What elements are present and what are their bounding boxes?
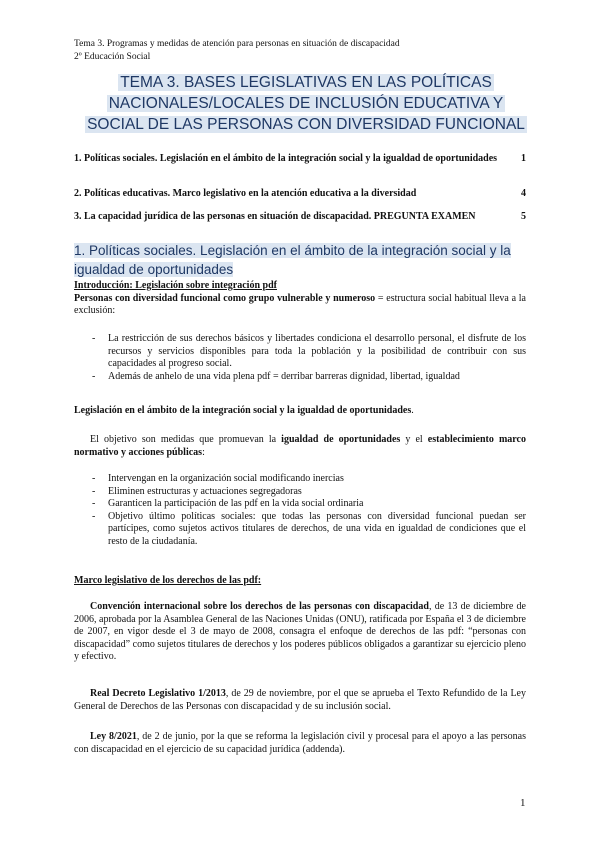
list-item: - Intervengan en la organización social modificando inercias [74,473,526,486]
bullet-list-1 [74,333,526,383]
toc-entry-1-page: 1 [521,153,526,164]
legislation-heading: Legislación en el ámbito de la integración social y la igualdad de oportunidades. [74,405,414,416]
list-item: - Además de anhelo de una vida plena pdf = derribar barreras dignidad, libertad, igualdad [74,371,526,384]
running-header-year: 2º Educación Social [74,52,151,62]
legal-framework-heading: Marco legislativo de los derechos de las pdf: [74,575,262,586]
section-1-heading: 1. Políticas sociales. Legislación en el ámbito de la integración social y la igualdad de oportunidades [74,243,511,277]
document-title [78,72,534,135]
list-item: - La restricción de sus derechos básicos y libertades condiciona el desarrollo personal, el disfrute de los recursos y servicios disponibles para toda la población y la posibilidad de contribuir con sus capacidades al progreso social. [74,333,526,371]
bullet-list-2 [74,473,526,549]
toc-entry-2-text: 2. Políticas educativas. Marco legislativo en la atención educativa a la diversidad [74,188,417,199]
intro-bold: Personas con diversidad funcional como grupo vulnerable y numeroso [74,292,376,304]
list-item: - Garanticen la participación de las pdf en la vida social ordinaria [74,498,526,511]
royal-decree-paragraph: Real Decreto Legislativo 1/2013, de 29 de noviembre, por el que se aprueba el Texto Refundido de la Ley General de Derechos de las Personas con discapacidad y de su inclusión social. [74,688,526,712]
toc-entry-3-text: 3. La capacidad jurídica de las personas en situación de discapacidad. PREGUNTA EXAMEN [74,211,476,222]
toc-entry-1[interactable] [74,153,526,165]
list-item: - Objetivo último políticas sociales: que todas las personas con diversidad funcional puedan ser partícipes, como sujetos activos titulares de derechos, de una vida en igualdad de condiciones que el resto de la ciudadanía. [74,511,526,549]
title-line-3: SOCIAL DE LAS PERSONAS CON DIVERSIDAD FUNCIONAL [87,116,525,133]
page-number: 1 [520,797,526,809]
title-line-2: NACIONALES/LOCALES DE INCLUSIÓN EDUCATIVA Y [108,95,504,112]
intro-block [74,280,526,318]
law-paragraph: Ley 8/2021, de 2 de junio, por la que se reforma la legislación civil y procesal para el apoyo a las personas con discapacidad en el ejercicio de su capacidad jurídica (addenda). [74,731,526,755]
toc-entry-1-text: 1. Políticas sociales. Legislación en el ámbito de la integración social y la igualdad de oportunidades [74,153,498,164]
list-item: - Eliminen estructuras y actuaciones segregadoras [74,486,526,499]
title-line-1: TEMA 3. BASES LEGISLATIVAS EN LAS POLÍTICAS [120,74,492,91]
objective-paragraph: El objetivo son medidas que promuevan la igualdad de oportunidades y el establecimiento marco normativo y acciones públicas: [74,434,526,458]
running-header-course: Tema 3. Programas y medidas de atención para personas en situación de discapacidad [74,39,400,49]
toc-entry-3-page: 5 [521,211,526,222]
intro-label: Introducción: Legislación sobre integración pdf [74,280,277,291]
intro-rest: = estructura social habitual lleva a la exclusión: [74,292,526,317]
convention-paragraph: Convención internacional sobre los derechos de las personas con discapacidad, de 13 de diciembre de 2006, aprobada por la Asamblea General de las Naciones Unidas (ONU), ratificada por España el 3 de diciembre de 2007, en vigor desde el 3 de mayo de 2008, consagra el enfoque de derechos de las pdf: “personas con discapacidad” como sujetos titulares de derechos y los poderes públicos obligados a garantizar su ejercicio pleno y efectivo. [74,601,526,663]
toc-entry-2[interactable] [74,188,526,200]
toc-entry-3[interactable] [74,211,526,223]
toc-entry-2-page: 4 [521,188,526,199]
